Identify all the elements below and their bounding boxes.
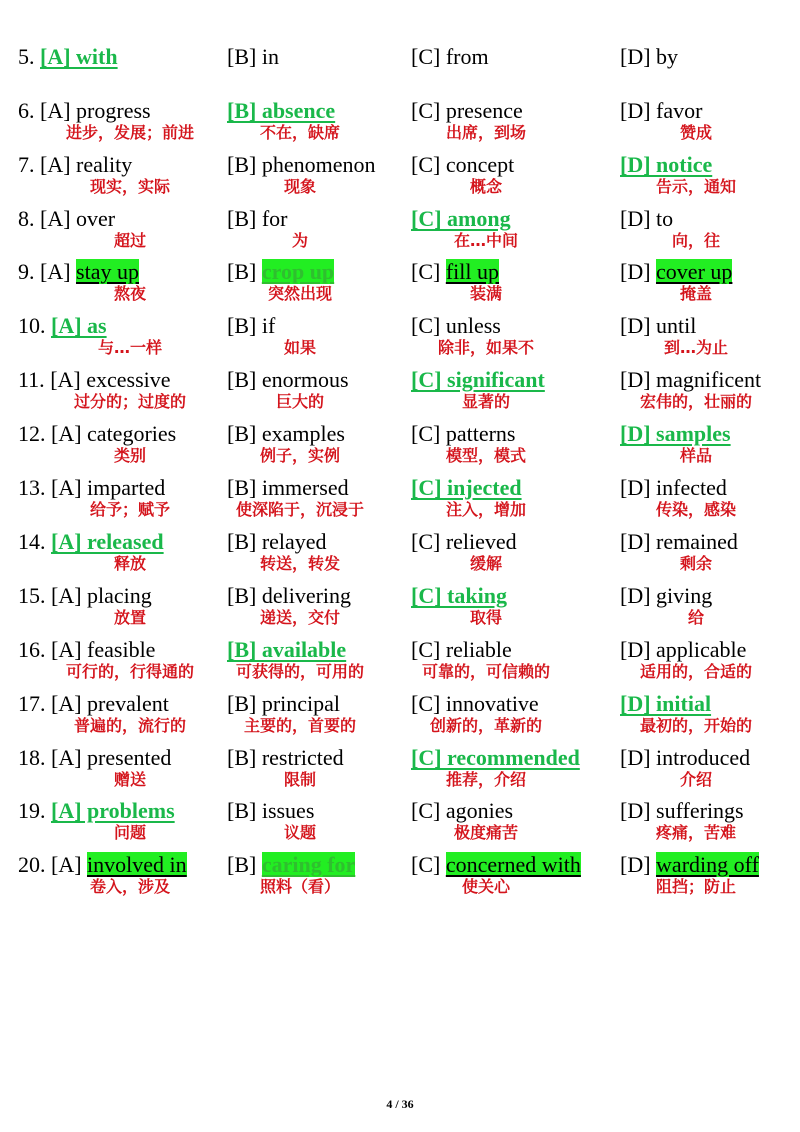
- option-text: [18, 796, 175, 826]
- chinese-translation: 超过: [113, 231, 147, 250]
- chinese-translation: 普遍的，流行的: [73, 716, 187, 735]
- chinese-translation: 最初的，开始的: [639, 716, 753, 735]
- chinese-translation: 放置: [113, 608, 147, 627]
- question-number: 7.: [18, 152, 40, 177]
- option-text: [227, 204, 287, 234]
- option-label: [C] taking: [411, 583, 507, 608]
- option-label: [A] with: [40, 44, 118, 69]
- chinese-translation: 为: [291, 231, 309, 250]
- question-row: [0, 581, 800, 635]
- question-row: [0, 850, 800, 904]
- option-label: [D] by: [620, 44, 679, 69]
- highlighted-phrase: cover up: [656, 259, 733, 284]
- chinese-translation: 出席，到场: [445, 123, 527, 142]
- chinese-translation: 宏伟的，壮丽的: [639, 392, 753, 411]
- chinese-translation: 可行的，行得通的: [65, 662, 195, 681]
- chinese-translation: 模型，模式: [445, 446, 527, 465]
- option-label: [A] excessive: [50, 367, 171, 392]
- option-text: [18, 42, 118, 72]
- option-text: [18, 311, 107, 341]
- option-label: [C] among: [411, 206, 511, 231]
- option-label: [B] absence: [227, 98, 336, 123]
- option-text: [620, 204, 673, 234]
- chinese-translation: 现象: [283, 177, 317, 196]
- question-number: 11.: [18, 367, 51, 392]
- option-label: [C] significant: [411, 367, 545, 392]
- chinese-translation: 使深陷于，沉浸于: [235, 500, 365, 519]
- question-row: [0, 796, 800, 850]
- chinese-translation: 赞成: [679, 123, 713, 142]
- highlighted-phrase: involved in: [87, 852, 187, 877]
- option-label: [D] sufferings: [620, 798, 744, 823]
- chinese-translation: 突然出现: [267, 284, 333, 303]
- page-number: 4 / 36: [386, 1097, 414, 1111]
- option-text: [620, 419, 731, 449]
- option-label: [D] applicable: [620, 637, 747, 662]
- question-row: [0, 42, 800, 102]
- option-label: [A] categories: [51, 421, 177, 446]
- highlighted-phrase: stay up: [76, 259, 139, 284]
- chinese-translation: 显著的: [461, 392, 511, 411]
- question-number: 19.: [18, 798, 51, 823]
- option-label: [D] remained: [620, 529, 738, 554]
- chinese-translation: 装满: [469, 284, 503, 303]
- option-label: [D] introduced: [620, 745, 751, 770]
- chinese-translation: 过分的；过度的: [73, 392, 187, 411]
- question-row: [0, 257, 800, 311]
- option-label: [A] prevalent: [51, 691, 169, 716]
- question-number: 8.: [18, 206, 40, 231]
- option-text: [18, 419, 176, 449]
- option-label: [A] as: [51, 313, 107, 338]
- option-label: [A] presented: [51, 745, 172, 770]
- option-label: [B]: [227, 259, 262, 284]
- question-row: [0, 419, 800, 473]
- option-label: [D] favor: [620, 98, 703, 123]
- option-text: [620, 527, 738, 557]
- option-text: [227, 42, 279, 72]
- chinese-translation: 主要的，首要的: [243, 716, 357, 735]
- option-label: [B] if: [227, 313, 276, 338]
- option-label: [B] for: [227, 206, 288, 231]
- chinese-translation: 类别: [113, 446, 147, 465]
- option-text: [620, 42, 678, 72]
- question-row: [0, 689, 800, 743]
- question-row: [0, 473, 800, 527]
- option-label: [A] over: [40, 206, 116, 231]
- option-label: [D] until: [620, 313, 697, 338]
- question-number: 5.: [18, 44, 40, 69]
- chinese-translation: 释放: [113, 554, 147, 573]
- chinese-translation: 阻挡；防止: [655, 877, 737, 896]
- highlighted-phrase: crop up: [261, 259, 335, 284]
- option-label: [D] giving: [620, 583, 713, 608]
- chinese-translation: 照料（看）: [259, 877, 341, 896]
- option-label: [B] delivering: [227, 583, 352, 608]
- chinese-translation: 限制: [283, 770, 317, 789]
- option-text: [18, 204, 115, 234]
- option-label: [B] relayed: [227, 529, 327, 554]
- option-label: [C] relieved: [411, 529, 517, 554]
- chinese-translation: 掩盖: [679, 284, 713, 303]
- option-label: [A] placing: [51, 583, 152, 608]
- question-number: 17.: [18, 691, 51, 716]
- option-label: [D] to: [620, 206, 674, 231]
- chinese-translation: 适用的，合适的: [639, 662, 753, 681]
- option-label: [B] issues: [227, 798, 315, 823]
- chinese-translation: 到…为止: [663, 338, 729, 357]
- option-label: [C] concept: [411, 152, 515, 177]
- option-label: [C] presence: [411, 98, 523, 123]
- option-label: [A] reality: [40, 152, 133, 177]
- chinese-translation: 给: [687, 608, 705, 627]
- chinese-translation: 向，往: [671, 231, 721, 250]
- chinese-translation: 可获得的，可用的: [235, 662, 365, 681]
- option-label: [C]: [411, 852, 446, 877]
- option-label: [A]: [40, 259, 77, 284]
- chinese-translation: 给予；赋予: [89, 500, 171, 519]
- chinese-translation: 除非，如果不: [437, 338, 535, 357]
- chinese-translation: 告示，通知: [655, 177, 737, 196]
- question-number: 14.: [18, 529, 51, 554]
- chinese-translation: 极度痛苦: [453, 823, 519, 842]
- highlighted-phrase: warding off: [656, 852, 759, 877]
- option-label: [C] reliable: [411, 637, 512, 662]
- chinese-translation: 如果: [283, 338, 317, 357]
- chinese-translation: 转送，转发: [259, 554, 341, 573]
- option-label: [A] feasible: [51, 637, 156, 662]
- option-label: [D] infected: [620, 475, 727, 500]
- question-number: 6.: [18, 98, 40, 123]
- chinese-translation: 注入，增加: [445, 500, 527, 519]
- option-label: [C] from: [411, 44, 489, 69]
- option-label: [C] injected: [411, 475, 522, 500]
- chinese-translation: 不在，缺席: [259, 123, 341, 142]
- chinese-translation: 取得: [469, 608, 503, 627]
- chinese-translation: 巨大的: [275, 392, 325, 411]
- question-row: [0, 204, 800, 258]
- option-label: [B] phenomenon: [227, 152, 376, 177]
- chinese-translation: 推荐，介绍: [445, 770, 527, 789]
- option-label: [B] restricted: [227, 745, 344, 770]
- question-row: [0, 365, 800, 419]
- option-text: [411, 42, 489, 72]
- highlighted-phrase: fill up: [445, 259, 499, 284]
- question-number: 18.: [18, 745, 51, 770]
- question-number: 15.: [18, 583, 51, 608]
- chinese-translation: 剩余: [679, 554, 713, 573]
- option-label: [C] innovative: [411, 691, 539, 716]
- chinese-translation: 卷入，涉及: [89, 877, 171, 896]
- question-number: 20.: [18, 852, 51, 877]
- option-label: [A] progress: [40, 98, 151, 123]
- chinese-translation: 递送，交付: [259, 608, 341, 627]
- option-label: [B] available: [227, 637, 347, 662]
- option-label: [B] enormous: [227, 367, 349, 392]
- chinese-translation: 赠送: [113, 770, 147, 789]
- option-label: [A]: [51, 852, 88, 877]
- highlighted-phrase: caring for: [261, 852, 356, 877]
- option-label: [A] imparted: [51, 475, 166, 500]
- question-row: [0, 635, 800, 689]
- question-number: 9.: [18, 259, 40, 284]
- question-row: [0, 743, 800, 797]
- question-number: 12.: [18, 421, 51, 446]
- option-label: [D] notice: [620, 152, 713, 177]
- chinese-translation: 例子，实例: [259, 446, 341, 465]
- option-label: [D]: [620, 259, 657, 284]
- chinese-translation: 问题: [113, 823, 147, 842]
- question-number: 13.: [18, 475, 51, 500]
- chinese-translation: 传染，感染: [655, 500, 737, 519]
- question-number: 10.: [18, 313, 51, 338]
- chinese-translation: 概念: [469, 177, 503, 196]
- option-label: [A] problems: [51, 798, 175, 823]
- option-text: [18, 743, 171, 773]
- option-label: [B] in: [227, 44, 279, 69]
- option-label: [C] recommended: [411, 745, 580, 770]
- chinese-translation: 创新的，革新的: [429, 716, 543, 735]
- chinese-translation: 在…中间: [453, 231, 519, 250]
- chinese-translation: 介绍: [679, 770, 713, 789]
- chinese-translation: 进步，发展；前进: [65, 123, 195, 142]
- question-row: [0, 96, 800, 150]
- option-label: [D] initial: [620, 691, 712, 716]
- option-label: [C]: [411, 259, 446, 284]
- question-row: [0, 311, 800, 365]
- option-label: [C] agonies: [411, 798, 514, 823]
- chinese-translation: 使关心: [461, 877, 511, 896]
- chinese-translation: 与…一样: [97, 338, 163, 357]
- option-label: [C] unless: [411, 313, 501, 338]
- question-number: 16.: [18, 637, 51, 662]
- option-text: [227, 311, 275, 341]
- chinese-translation: 样品: [679, 446, 713, 465]
- option-label: [C] patterns: [411, 421, 516, 446]
- chinese-translation: 熬夜: [113, 284, 147, 303]
- chinese-translation: 可靠的，可信赖的: [421, 662, 551, 681]
- option-label: [B]: [227, 852, 262, 877]
- chinese-translation: 缓解: [469, 554, 503, 573]
- highlighted-phrase: concerned with: [445, 852, 581, 877]
- option-label: [A] released: [51, 529, 164, 554]
- question-row: [0, 150, 800, 204]
- option-label: [D] samples: [620, 421, 731, 446]
- option-label: [B] principal: [227, 691, 341, 716]
- option-label: [D] magnificent: [620, 367, 762, 392]
- option-label: [D]: [620, 852, 657, 877]
- chinese-translation: 现实，实际: [89, 177, 171, 196]
- option-text: [620, 257, 732, 287]
- chinese-translation: 议题: [283, 823, 317, 842]
- question-row: [0, 527, 800, 581]
- chinese-translation: 疼痛，苦难: [655, 823, 737, 842]
- option-label: [B] immersed: [227, 475, 349, 500]
- option-label: [B] examples: [227, 421, 345, 446]
